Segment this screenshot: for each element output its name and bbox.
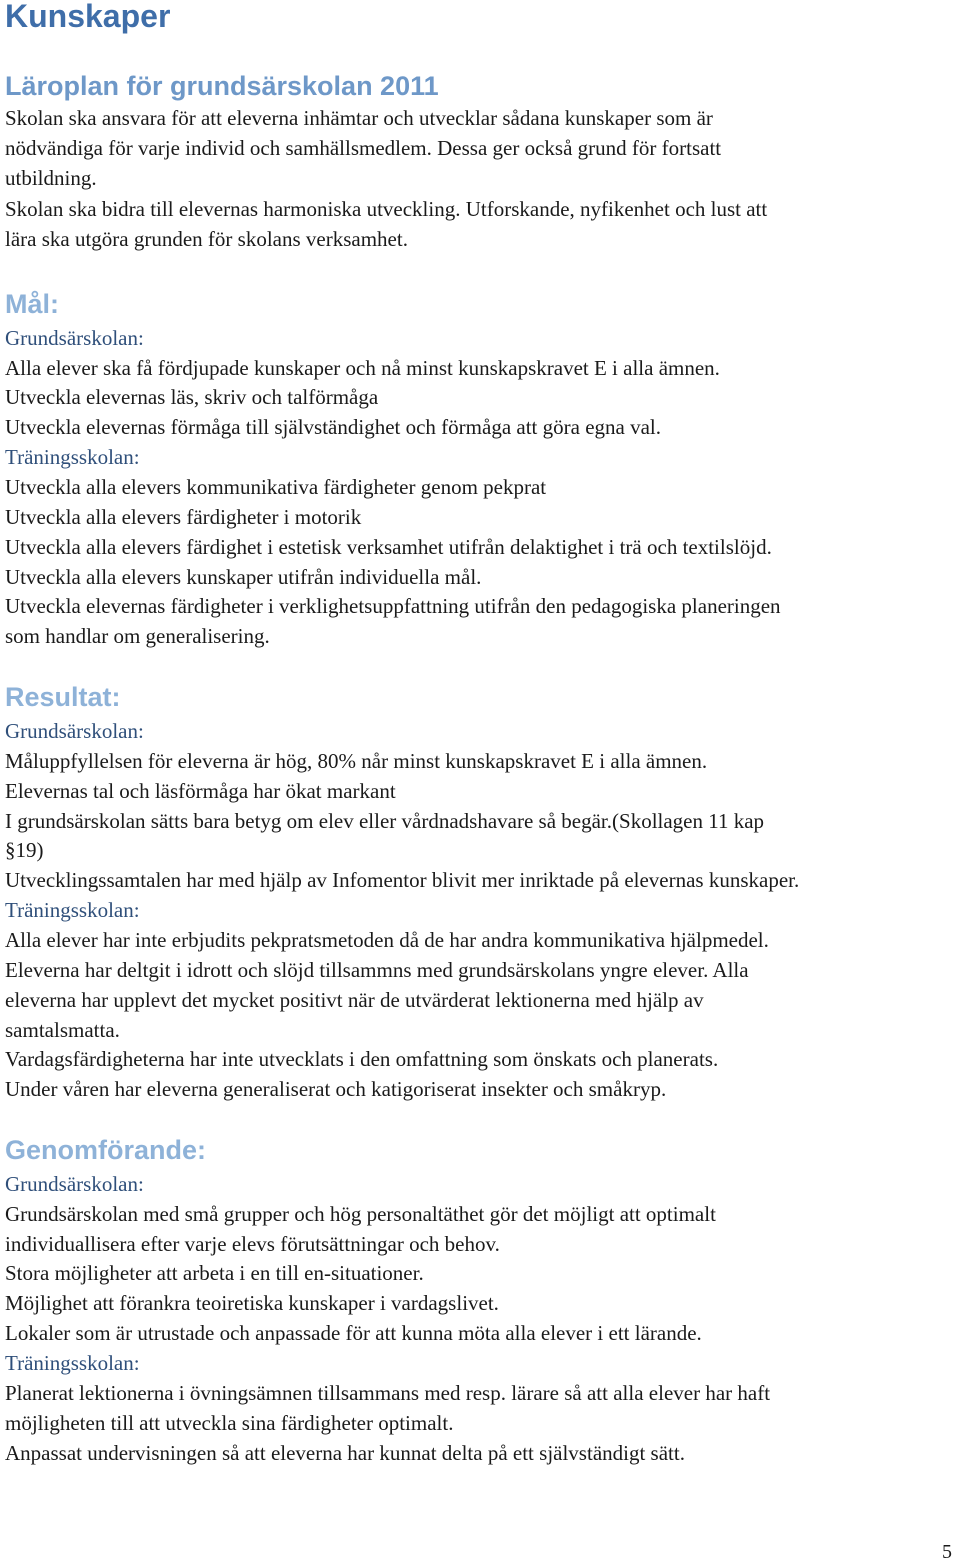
implementation-grund-line: Stora möjligheter att arbeta i en till en-situationer. xyxy=(5,1261,424,1285)
goals-tran-line: Utveckla alla elevers kommunikativa färdigheter genom pekprat xyxy=(5,475,547,499)
curriculum-heading: Läroplan för grundsärskolan 2011 xyxy=(5,71,439,101)
results-heading: Resultat: xyxy=(5,682,121,712)
results-grund-line: Utvecklingssamtalen har med hjälp av Infomentor blivit mer inriktade på elevernas kunskaper. xyxy=(5,868,800,892)
goals-tran-line: Utveckla elevernas färdigheter i verklighetsuppfattning utifrån den pedagogiska planeringen xyxy=(5,594,781,618)
results-grund-line: I grundsärskolan sätts bara betyg om elev eller vårdnadshavare så begär.(Skollagen 11 kap xyxy=(5,809,765,833)
implementation-tran-label: Träningsskolan: xyxy=(5,1351,140,1375)
implementation-tran-line: Planerat lektionerna i övningsämnen tillsammans med resp. lärare så att alla elever har haft xyxy=(5,1381,771,1405)
implementation-grund-line: individuallisera efter varje elevs förutsättningar och behov. xyxy=(5,1232,500,1256)
page-title: Kunskaper xyxy=(5,0,171,34)
results-grund-label: Grundsärskolan: xyxy=(5,719,144,743)
goals-heading: Mål: xyxy=(5,289,59,319)
curriculum-line: Skolan ska bidra till elevernas harmoniska utveckling. Utforskande, nyfikenhet och lust att xyxy=(5,197,768,221)
implementation-grund-line: Lokaler som är utrustade och anpassade för att kunna möta alla elever i ett lärande. xyxy=(5,1321,702,1345)
page-number: 5 xyxy=(942,1541,952,1563)
goals-tran-line: som handlar om generalisering. xyxy=(5,624,270,648)
goals-grund-line: Utveckla elevernas förmåga till självständighet och förmåga att göra egna val. xyxy=(5,415,661,439)
goals-tran-label: Träningsskolan: xyxy=(5,445,140,469)
results-tran-line: samtalsmatta. xyxy=(5,1018,120,1042)
implementation-grund-line: Möjlighet att förankra teoiretiska kunskaper i vardagslivet. xyxy=(5,1291,499,1315)
results-tran-line: eleverna har upplevt det mycket positivt när de utvärderat lektionerna med hjälp av xyxy=(5,988,704,1012)
goals-grund-label: Grundsärskolan: xyxy=(5,326,144,350)
results-grund-line: Måluppfyllelsen för eleverna är hög, 80% når minst kunskapskravet E i alla ämnen. xyxy=(5,749,708,773)
results-grund-line: Elevernas tal och läsförmåga har ökat markant xyxy=(5,779,396,803)
implementation-grund-label: Grundsärskolan: xyxy=(5,1172,144,1196)
results-tran-line: Under våren har eleverna generaliserat och katigoriserat insekter och småkryp. xyxy=(5,1077,667,1101)
curriculum-line: lära ska utgöra grunden för skolans verksamhet. xyxy=(5,227,408,251)
goals-tran-line: Utveckla alla elevers färdighet i estetisk verksamhet utifrån delaktighet i trä och textilslöjd. xyxy=(5,535,772,559)
goals-grund-line: Alla elever ska få fördjupade kunskaper och nå minst kunskapskravet E i alla ämnen. xyxy=(5,356,720,380)
implementation-tran-line: möjligheten till att utveckla sina färdigheter optimalt. xyxy=(5,1411,454,1435)
implementation-heading: Genomförande: xyxy=(5,1135,207,1165)
results-grund-line: §19) xyxy=(5,838,44,862)
implementation-grund-line: Grundsärskolan med små grupper och hög personaltäthet gör det möjligt att optimalt xyxy=(5,1202,716,1226)
curriculum-line: Skolan ska ansvara för att eleverna inhämtar och utvecklar sådana kunskaper som är xyxy=(5,106,713,130)
goals-tran-line: Utveckla alla elevers kunskaper utifrån individuella mål. xyxy=(5,565,482,589)
goals-tran-line: Utveckla alla elevers färdigheter i motorik xyxy=(5,505,362,529)
results-tran-line: Vardagsfärdigheterna har inte utvecklats i den omfattning som önskats och planerats. xyxy=(5,1047,719,1071)
results-tran-line: Eleverna har deltgit i idrott och slöjd tillsammns med grundsärskolans yngre elever. Alla xyxy=(5,958,749,982)
implementation-tran-line: Anpassat undervisningen så att eleverna har kunnat delta på ett självständigt sätt. xyxy=(5,1441,685,1465)
results-tran-line: Alla elever har inte erbjudits pekpratsmetoden då de har andra kommunikativa hjälpmedel. xyxy=(5,928,769,952)
curriculum-line: utbildning. xyxy=(5,166,97,190)
goals-grund-line: Utveckla elevernas läs, skriv och talförmåga xyxy=(5,385,379,409)
curriculum-line: nödvändiga för varje individ och samhällsmedlem. Dessa ger också grund för fortsatt xyxy=(5,136,722,160)
results-tran-label: Träningsskolan: xyxy=(5,898,140,922)
